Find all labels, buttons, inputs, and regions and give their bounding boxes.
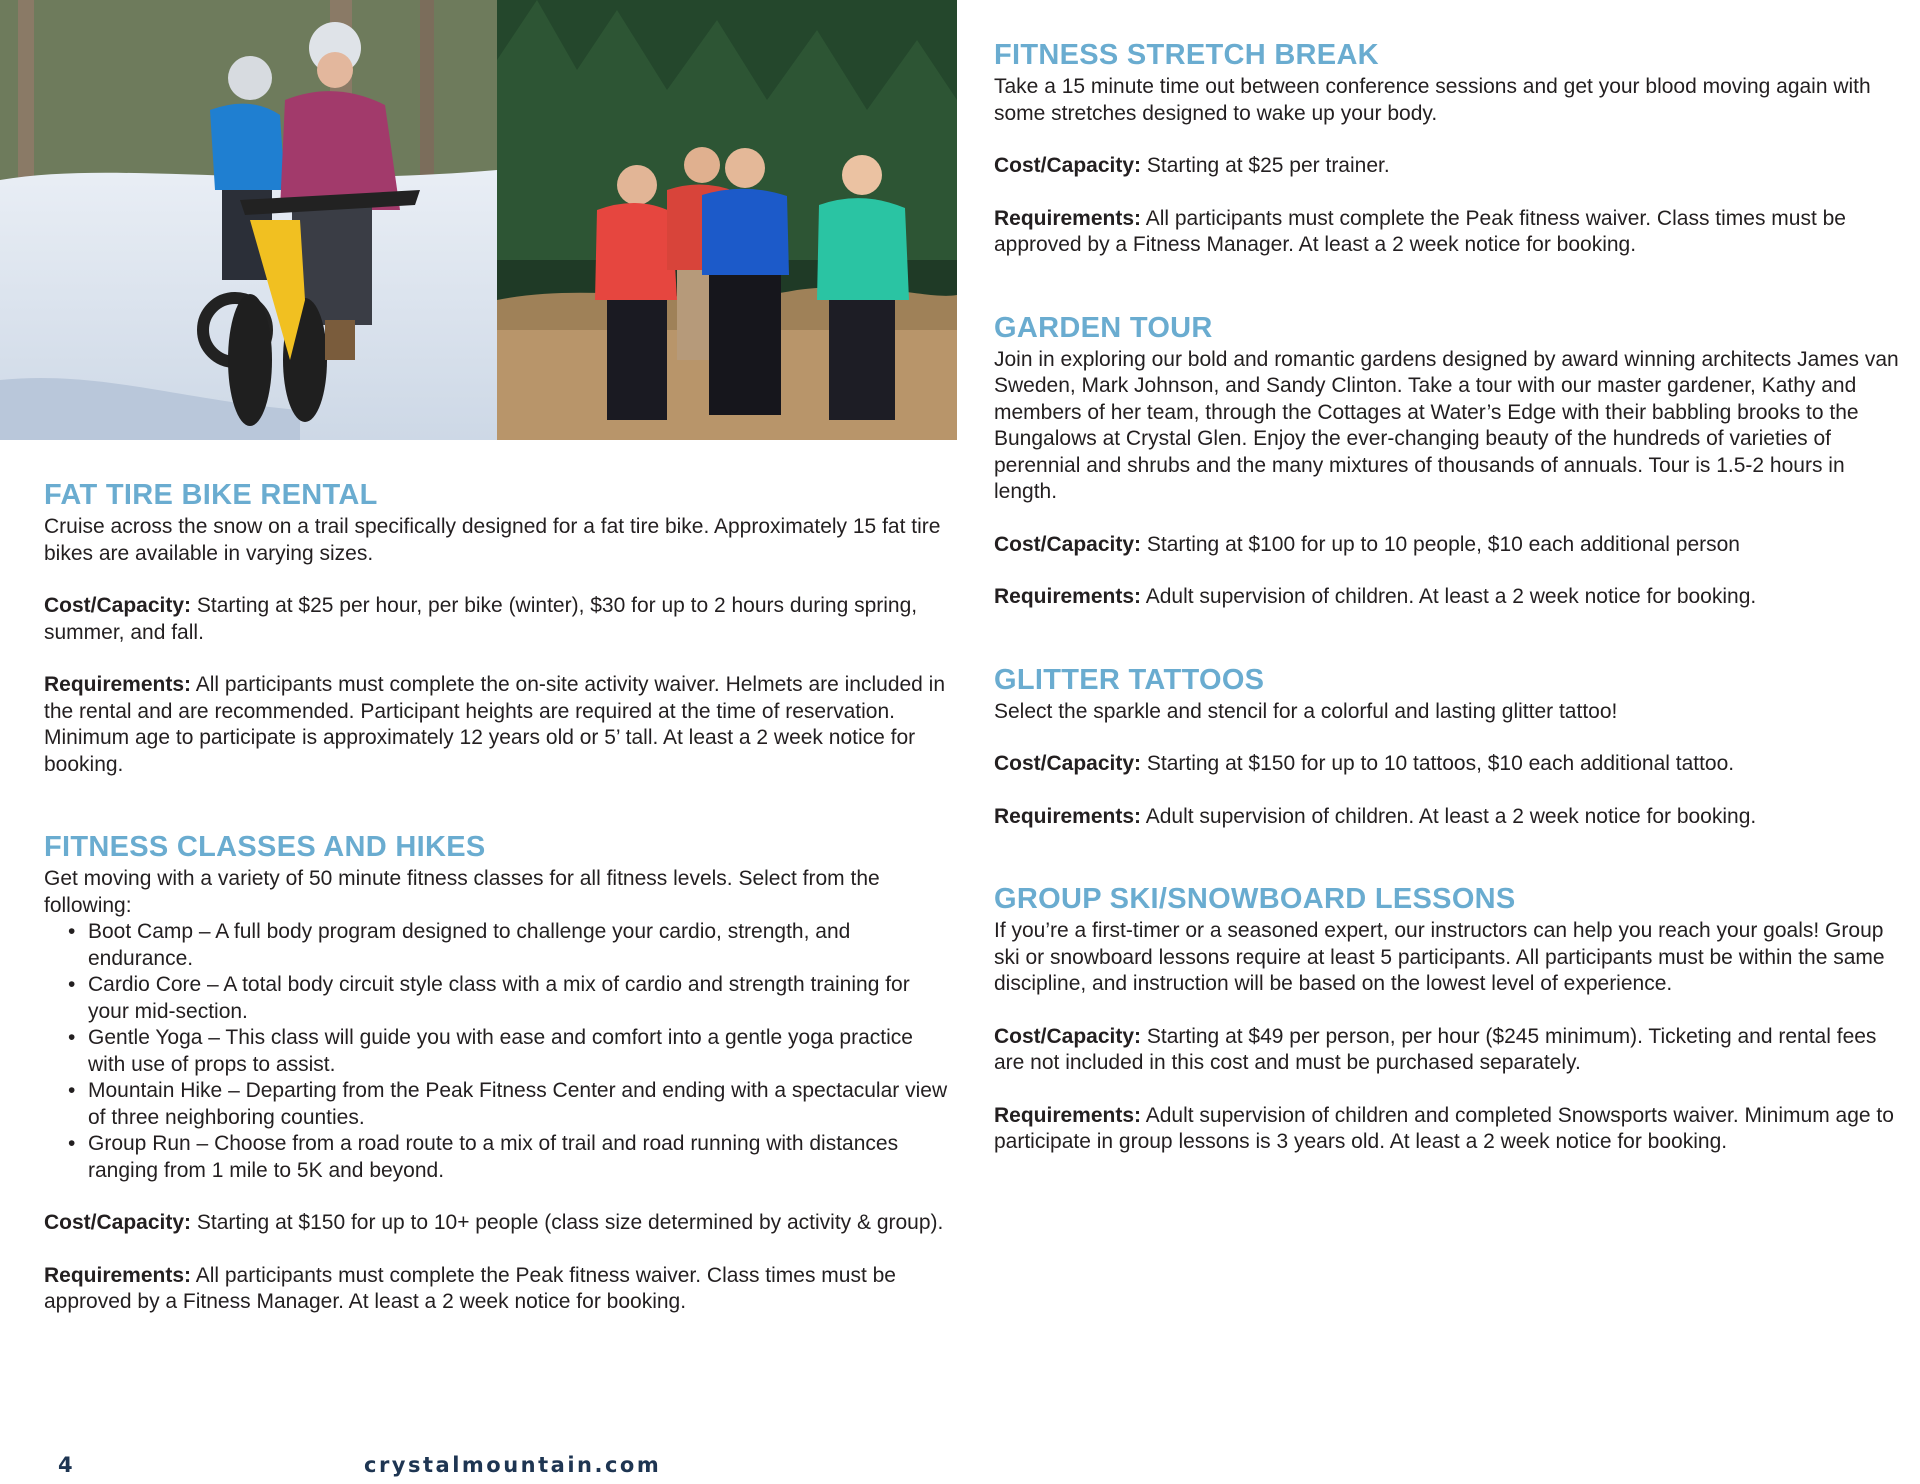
requirements-label: Requirements: [994, 1103, 1142, 1127]
cost-label: Cost/Capacity: [994, 752, 1142, 775]
cost-text: Starting at $150 for up to 10 tattoos, $10 each additional tattoo. [1141, 752, 1735, 775]
header-photos [0, 0, 957, 440]
section-title: GLITTER TATTOOS [994, 663, 1265, 696]
bikers-illustration [0, 0, 497, 440]
requirements-text: All participants must complete the Peak fitness waiver. Class times must be approved by a Fitness Manager. At least a 2 week notice for booking. [44, 1263, 896, 1313]
cost-label: Cost/Capacity: [44, 594, 192, 617]
list-item: • Gentle Yoga – This class will guide you with ease and comfort into a gentle yoga practice with use of props to assist. [88, 1025, 954, 1078]
section-garden-tour [994, 311, 1904, 611]
section-intro: Get moving with a variety of 50 minute fitness classes for all fitness levels. Select from the following: [44, 867, 880, 917]
cost-text: Starting at $150 for up to 10+ people (class size determined by activity & group). [191, 1211, 944, 1234]
cost-label: Cost/Capacity: [994, 154, 1142, 177]
section-intro: Join in exploring our bold and romantic gardens designed by award winning architects James van Sweden, Mark Johnson, and Sandy Clinton. Take a tour with our master gardener, Kathy and members of her team, through the Cottages at Water’s Edge with their babbling brooks to the Bungalows at Crystal Glen. Enjoy the ever-changing beauty of the hundreds of varieties of perennial and shrubs and the many mixtures of thousands of annuals. Tour is 1.5-2 hours in length. [994, 347, 1899, 503]
requirements-label: Requirements: [994, 585, 1142, 608]
hikers-illustration [497, 0, 957, 440]
requirements [44, 1263, 954, 1316]
requirements [44, 672, 954, 778]
requirements-label: Requirements: [44, 1263, 192, 1287]
cost-capacity [44, 1210, 954, 1237]
requirements-label: Requirements: [44, 673, 192, 696]
left-column [44, 478, 954, 1368]
section-title: FITNESS CLASSES AND HIKES [44, 831, 486, 863]
section-intro: Select the sparkle and stencil for a colorful and lasting glitter tattoo! [994, 699, 1618, 723]
photo-group-hiking [497, 0, 957, 440]
class-list [44, 919, 954, 1184]
cost-text: Starting at $49 per person, per hour ($245 minimum). Ticketing and rental fees are not included in this cost and must be purchased separately. [994, 1024, 1877, 1074]
section-title: GROUP SKI/SNOWBOARD LESSONS [994, 883, 1516, 915]
section-title: FAT TIRE BIKE RENTAL [44, 479, 378, 511]
cost-label: Cost/Capacity: [994, 532, 1142, 556]
list-item: • Mountain Hike – Departing from the Peak Fitness Center and ending with a spectacular view of three neighboring counties. [88, 1078, 954, 1131]
requirements [994, 584, 1904, 611]
requirements-text: Adult supervision of children and completed Snowsports waiver. Minimum age to participate in group lessons is 3 years old. At least a 2 week notice for booking. [994, 1103, 1894, 1153]
requirements-text: All participants must complete the Peak fitness waiver. Class times must be approved by a Fitness Manager. At least a 2 week notice for booking. [994, 206, 1846, 256]
cost-capacity [994, 751, 1904, 778]
cost-text: Starting at $25 per trainer. [1141, 154, 1390, 177]
section-glitter-tattoos [994, 663, 1904, 831]
requirements [994, 804, 1904, 831]
requirements-label: Requirements: [994, 804, 1142, 828]
cost-capacity [44, 593, 954, 646]
requirements [994, 206, 1904, 259]
section-fitness-stretch-break [994, 38, 1904, 259]
list-item: • Group Run – Choose from a road route to a mix of trail and road running with distances ranging from 1 mile to 5K and beyond. [88, 1131, 954, 1184]
cost-label: Cost/Capacity: [994, 1024, 1142, 1048]
section-title: GARDEN TOUR [994, 311, 1213, 344]
section-fat-tire-bike-rental [44, 478, 954, 778]
list-item: • Cardio Core – A total body circuit style class with a mix of cardio and strength training for your mid-section. [88, 972, 954, 1025]
cost-capacity [994, 153, 1904, 180]
section-group-ski-snowboard-lessons [994, 882, 1904, 1156]
section-fitness-classes-and-hikes [44, 830, 954, 1316]
photo-fat-tire-bikers [0, 0, 497, 440]
cost-text: Starting at $25 per hour, per bike (winter), $30 for up to 2 hours during spring, summer, and fall. [44, 594, 918, 644]
requirements-label: Requirements: [994, 206, 1142, 230]
cost-text: Starting at $100 for up to 10 people, $10 each additional person [1141, 532, 1740, 556]
list-item: • Boot Camp – A full body program designed to challenge your cardio, strength, and endurance. [88, 919, 954, 972]
requirements-text: All participants must complete the on-site activity waiver. Helmets are included in the rental and are recommended. Participant heights are required at the time of reservation. Minimum age to participate is approximately 12 years old or 5’ tall. At least a 2 week notice for booking. [44, 673, 946, 776]
cost-capacity [994, 1024, 1904, 1077]
requirements-text: Adult supervision of children. At least a 2 week notice for booking. [1141, 585, 1757, 608]
cost-label: Cost/Capacity: [44, 1211, 192, 1234]
requirements [994, 1103, 1904, 1156]
right-column [994, 38, 1904, 1208]
section-intro: If you’re a first-timer or a seasoned expert, our instructors can help you reach your goals! Group ski or snowboard lessons require at least 5 participants. All participants must be within the same discipline, and instruction will be based on the lowest level of experience. [994, 919, 1885, 995]
cost-capacity [994, 532, 1904, 559]
section-intro: Take a 15 minute time out between conference sessions and get your blood moving again with some stretches designed to wake up your body. [994, 75, 1871, 125]
section-title: FITNESS STRETCH BREAK [994, 39, 1379, 71]
page-number: 4 [58, 1453, 73, 1477]
website-link[interactable]: crystalmountain.com [364, 1453, 662, 1477]
section-intro: Cruise across the snow on a trail specifically designed for a fat tire bike. Approximately 15 fat tire bikes are available in varying sizes. [44, 515, 941, 565]
requirements-text: Adult supervision of children. At least a 2 week notice for booking. [1141, 804, 1757, 828]
